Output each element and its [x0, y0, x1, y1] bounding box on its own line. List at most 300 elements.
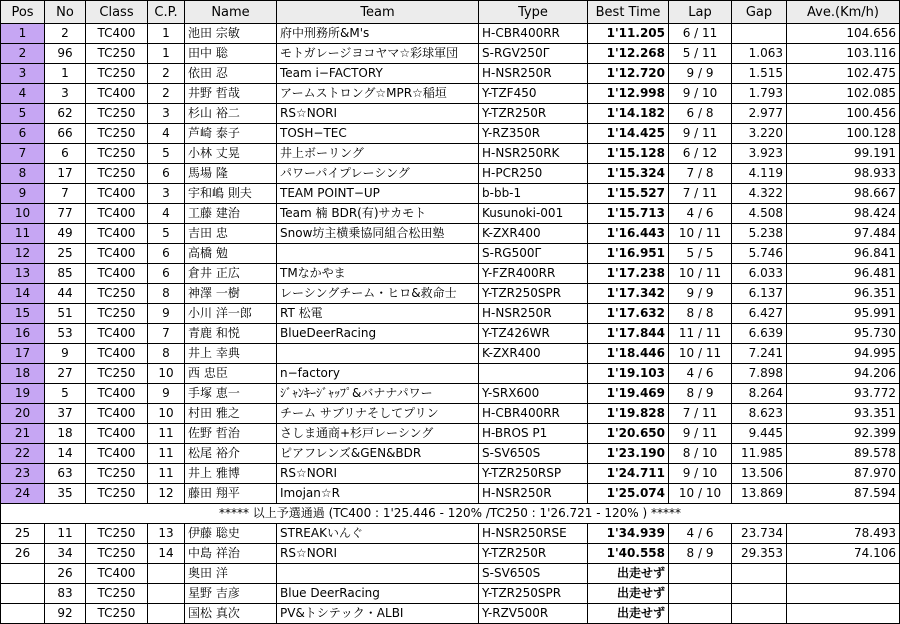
best-time-cell: 1'15.713 [588, 204, 669, 224]
type-cell: Y-TZR250SPR [479, 284, 588, 304]
type-cell: H-CBR400RR [479, 404, 588, 424]
table-row [1, 424, 900, 444]
table-row [1, 464, 900, 484]
cp-cell: 14 [148, 544, 185, 564]
header-team: Team [277, 1, 479, 24]
number-cell: 35 [45, 484, 86, 504]
team-cell: RT 松電 [277, 304, 479, 324]
ave-cell: 74.106 [787, 544, 900, 564]
table-row [1, 324, 900, 344]
team-cell: Blue DeerRacing [277, 584, 479, 604]
gap-cell [732, 564, 787, 584]
lap-cell: 10 / 11 [669, 344, 732, 364]
cp-cell: 10 [148, 404, 185, 424]
type-cell: H-CBR400RR [479, 24, 588, 44]
class-cell: TC400 [86, 324, 148, 344]
gap-cell: 7.898 [732, 364, 787, 384]
number-cell: 6 [45, 144, 86, 164]
number-cell: 26 [45, 564, 86, 584]
gap-cell: 23.734 [732, 524, 787, 544]
name-cell: 田中 聡 [185, 44, 277, 64]
best-time-cell: 1'15.527 [588, 184, 669, 204]
table-row [1, 284, 900, 304]
lap-cell [669, 584, 732, 604]
team-cell: さしま通商+杉戸レーシング [277, 424, 479, 444]
best-time-cell: 1'12.720 [588, 64, 669, 84]
number-cell: 44 [45, 284, 86, 304]
number-cell: 27 [45, 364, 86, 384]
cp-cell: 6 [148, 264, 185, 284]
cp-cell: 2 [148, 84, 185, 104]
best-time-cell: 1'17.844 [588, 324, 669, 344]
number-cell: 11 [45, 524, 86, 544]
gap-cell: 11.985 [732, 444, 787, 464]
type-cell: H-NSR250RSE [479, 524, 588, 544]
pos-cell: 14 [1, 284, 45, 304]
class-cell: TC250 [86, 524, 148, 544]
class-cell: TC250 [86, 364, 148, 384]
lap-cell: 8 / 8 [669, 304, 732, 324]
name-cell: 宇和嶋 則夫 [185, 184, 277, 204]
type-cell: Y-FZR400RR [479, 264, 588, 284]
lap-cell: 8 / 10 [669, 444, 732, 464]
gap-cell: 7.241 [732, 344, 787, 364]
best-time-cell: 1'18.446 [588, 344, 669, 364]
header-no: No [45, 1, 86, 24]
class-cell: TC400 [86, 444, 148, 464]
best-time-cell: 1'34.939 [588, 524, 669, 544]
best-time-cell: 1'19.469 [588, 384, 669, 404]
table-row [1, 544, 900, 564]
number-cell: 51 [45, 304, 86, 324]
gap-cell: 8.623 [732, 404, 787, 424]
header-ave: Ave.(Km/h) [787, 1, 900, 24]
number-cell: 66 [45, 124, 86, 144]
ave-cell: 98.424 [787, 204, 900, 224]
number-cell: 25 [45, 244, 86, 264]
class-cell: TC250 [86, 164, 148, 184]
name-cell: 西 忠臣 [185, 364, 277, 384]
header-class: Class [86, 1, 148, 24]
team-cell: BlueDeerRacing [277, 324, 479, 344]
class-cell: TC250 [86, 604, 148, 624]
cp-cell: 8 [148, 344, 185, 364]
name-cell: 高橋 勉 [185, 244, 277, 264]
type-cell: Y-TZ426WR [479, 324, 588, 344]
ave-cell: 98.933 [787, 164, 900, 184]
cp-cell: 11 [148, 424, 185, 444]
best-time-cell: 1'17.632 [588, 304, 669, 324]
team-cell: RS☆NORI [277, 464, 479, 484]
type-cell [479, 364, 588, 384]
number-cell: 77 [45, 204, 86, 224]
class-cell: TC400 [86, 344, 148, 364]
lap-cell: 7 / 11 [669, 404, 732, 424]
cp-cell: 3 [148, 184, 185, 204]
name-cell: 倉井 正広 [185, 264, 277, 284]
team-cell: TMなかやま [277, 264, 479, 284]
pos-cell: 6 [1, 124, 45, 144]
table-row [1, 224, 900, 244]
name-cell: 佐野 哲治 [185, 424, 277, 444]
pos-cell: 12 [1, 244, 45, 264]
team-cell [277, 564, 479, 584]
team-cell: Snow坊主横乗協同組合松田塾 [277, 224, 479, 244]
table-row [1, 264, 900, 284]
best-time-cell: 1'19.103 [588, 364, 669, 384]
team-cell: 府中刑務所&M's [277, 24, 479, 44]
name-cell: 井野 哲哉 [185, 84, 277, 104]
lap-cell: 11 / 11 [669, 324, 732, 344]
class-cell: TC250 [86, 104, 148, 124]
ave-cell: 93.772 [787, 384, 900, 404]
number-cell: 96 [45, 44, 86, 64]
ave-cell: 96.481 [787, 264, 900, 284]
name-cell: 杉山 裕二 [185, 104, 277, 124]
best-time-cell: 1'25.074 [588, 484, 669, 504]
team-cell: PV&トシテック・ALBI [277, 604, 479, 624]
gap-cell: 13.506 [732, 464, 787, 484]
table-row [1, 64, 900, 84]
class-cell: TC250 [86, 464, 148, 484]
pos-cell: 16 [1, 324, 45, 344]
type-cell: H-NSR250R [479, 64, 588, 84]
cp-cell [148, 584, 185, 604]
lap-cell: 7 / 8 [669, 164, 732, 184]
gap-cell: 13.869 [732, 484, 787, 504]
table-row [1, 364, 900, 384]
gap-cell: 6.137 [732, 284, 787, 304]
class-cell: TC400 [86, 244, 148, 264]
number-cell: 2 [45, 24, 86, 44]
cp-cell: 6 [148, 164, 185, 184]
class-cell: TC400 [86, 404, 148, 424]
name-cell: 池田 宗敏 [185, 24, 277, 44]
lap-cell: 9 / 10 [669, 84, 732, 104]
cp-cell: 4 [148, 124, 185, 144]
pos-cell: 25 [1, 524, 45, 544]
team-cell: ピアフレンズ&GEN&BDR [277, 444, 479, 464]
lap-cell: 10 / 10 [669, 484, 732, 504]
ave-cell: 102.085 [787, 84, 900, 104]
type-cell: S-RGV250Γ [479, 44, 588, 64]
name-cell: 馬場 隆 [185, 164, 277, 184]
name-cell: 手塚 恵一 [185, 384, 277, 404]
cp-cell: 1 [148, 24, 185, 44]
type-cell: K-ZXR400 [479, 344, 588, 364]
table-row [1, 164, 900, 184]
ave-cell [787, 584, 900, 604]
cp-cell: 7 [148, 324, 185, 344]
ave-cell: 78.493 [787, 524, 900, 544]
type-cell: S-SV650S [479, 444, 588, 464]
table-row [1, 384, 900, 404]
ave-cell: 87.970 [787, 464, 900, 484]
number-cell: 49 [45, 224, 86, 244]
cp-cell: 5 [148, 144, 185, 164]
best-time-cell: 1'15.128 [588, 144, 669, 164]
qualify-note-row [1, 504, 900, 524]
number-cell: 14 [45, 444, 86, 464]
gap-cell [732, 584, 787, 604]
team-cell: レーシングチーム・ヒロ&救命士 [277, 284, 479, 304]
team-cell: ｼﾞｬﾝｷｰｼﾞｬｯﾌﾟ&バナナパワー [277, 384, 479, 404]
pos-cell [1, 584, 45, 604]
team-cell [277, 244, 479, 264]
ave-cell: 93.351 [787, 404, 900, 424]
team-cell: Team 楠 BDR(有)サカモト [277, 204, 479, 224]
name-cell: 松尾 裕介 [185, 444, 277, 464]
ave-cell: 97.484 [787, 224, 900, 244]
type-cell: S-SV650S [479, 564, 588, 584]
gap-cell: 1.515 [732, 64, 787, 84]
gap-cell: 8.264 [732, 384, 787, 404]
ave-cell: 99.191 [787, 144, 900, 164]
cp-cell: 4 [148, 204, 185, 224]
class-cell: TC400 [86, 424, 148, 444]
name-cell: 小川 洋一郎 [185, 304, 277, 324]
best-time-cell: 出走せず [588, 604, 669, 624]
number-cell: 1 [45, 64, 86, 84]
pos-cell: 3 [1, 64, 45, 84]
lap-cell: 7 / 11 [669, 184, 732, 204]
cp-cell: 8 [148, 284, 185, 304]
type-cell: H-PCR250 [479, 164, 588, 184]
table-row [1, 244, 900, 264]
ave-cell: 104.656 [787, 24, 900, 44]
type-cell: Y-TZR250R [479, 544, 588, 564]
gap-cell: 9.445 [732, 424, 787, 444]
table-row [1, 144, 900, 164]
pos-cell: 11 [1, 224, 45, 244]
best-time-cell: 1'23.190 [588, 444, 669, 464]
cp-cell: 12 [148, 484, 185, 504]
type-cell: Y-TZR250SPR [479, 584, 588, 604]
number-cell: 63 [45, 464, 86, 484]
best-time-cell: 1'17.238 [588, 264, 669, 284]
name-cell: 奥田 洋 [185, 564, 277, 584]
name-cell: 神澤 一樹 [185, 284, 277, 304]
team-cell: Team i−FACTORY [277, 64, 479, 84]
best-time-cell: 1'20.650 [588, 424, 669, 444]
number-cell: 92 [45, 604, 86, 624]
type-cell: Y-SRX600 [479, 384, 588, 404]
type-cell: Y-TZR250R [479, 104, 588, 124]
class-cell: TC250 [86, 64, 148, 84]
header-row [1, 1, 900, 24]
header-lap: Lap [669, 1, 732, 24]
number-cell: 85 [45, 264, 86, 284]
name-cell: 小林 丈晃 [185, 144, 277, 164]
pos-cell: 10 [1, 204, 45, 224]
name-cell: 井上 雅博 [185, 464, 277, 484]
ave-cell: 103.116 [787, 44, 900, 64]
class-cell: TC400 [86, 24, 148, 44]
table-row [1, 304, 900, 324]
cp-cell: 11 [148, 444, 185, 464]
header-best-time: Best Time [588, 1, 669, 24]
gap-cell: 3.220 [732, 124, 787, 144]
class-cell: TC250 [86, 124, 148, 144]
best-time-cell: 出走せず [588, 564, 669, 584]
table-row [1, 524, 900, 544]
gap-cell: 5.746 [732, 244, 787, 264]
table-row [1, 444, 900, 464]
type-cell: Y-TZR250RSP [479, 464, 588, 484]
lap-cell: 10 / 11 [669, 224, 732, 244]
class-cell: TC400 [86, 84, 148, 104]
gap-cell: 6.427 [732, 304, 787, 324]
ave-cell: 87.594 [787, 484, 900, 504]
pos-cell: 24 [1, 484, 45, 504]
best-time-cell: 1'14.182 [588, 104, 669, 124]
number-cell: 37 [45, 404, 86, 424]
gap-cell: 6.033 [732, 264, 787, 284]
pos-cell: 22 [1, 444, 45, 464]
number-cell: 18 [45, 424, 86, 444]
name-cell: 藤田 翔平 [185, 484, 277, 504]
team-cell: パワーパイプレーシング [277, 164, 479, 184]
cp-cell: 6 [148, 244, 185, 264]
ave-cell: 96.841 [787, 244, 900, 264]
ave-cell: 95.991 [787, 304, 900, 324]
class-cell: TC400 [86, 204, 148, 224]
type-cell: S-RG500Γ [479, 244, 588, 264]
cp-cell: 5 [148, 224, 185, 244]
pos-cell: 4 [1, 84, 45, 104]
pos-cell: 18 [1, 364, 45, 384]
table-row [1, 84, 900, 104]
pos-cell: 1 [1, 24, 45, 44]
lap-cell: 8 / 9 [669, 544, 732, 564]
type-cell: H-BROS P1 [479, 424, 588, 444]
ave-cell: 102.475 [787, 64, 900, 84]
type-cell: H-NSR250RK [479, 144, 588, 164]
name-cell: 星野 吉彦 [185, 584, 277, 604]
name-cell: 依田 忍 [185, 64, 277, 84]
gap-cell: 4.322 [732, 184, 787, 204]
lap-cell: 10 / 11 [669, 264, 732, 284]
ave-cell: 94.206 [787, 364, 900, 384]
ave-cell: 98.667 [787, 184, 900, 204]
pos-cell: 20 [1, 404, 45, 424]
lap-cell: 6 / 11 [669, 24, 732, 44]
lap-cell [669, 564, 732, 584]
team-cell: アームストロング☆MPR☆稲垣 [277, 84, 479, 104]
name-cell: 芦崎 泰子 [185, 124, 277, 144]
team-cell: RS☆NORI [277, 544, 479, 564]
pos-cell: 2 [1, 44, 45, 64]
team-cell: チーム サブリナそしてプリン [277, 404, 479, 424]
cp-cell: 1 [148, 44, 185, 64]
best-time-cell: 1'17.342 [588, 284, 669, 304]
number-cell: 83 [45, 584, 86, 604]
team-cell: TEAM POINT−UP [277, 184, 479, 204]
gap-cell: 1.793 [732, 84, 787, 104]
table-row [1, 44, 900, 64]
table-row [1, 344, 900, 364]
table-row [1, 24, 900, 44]
lap-cell: 6 / 12 [669, 144, 732, 164]
best-time-cell: 1'14.425 [588, 124, 669, 144]
pos-cell: 17 [1, 344, 45, 364]
ave-cell: 94.995 [787, 344, 900, 364]
number-cell: 5 [45, 384, 86, 404]
gap-cell: 5.238 [732, 224, 787, 244]
class-cell: TC250 [86, 484, 148, 504]
best-time-cell: 1'12.268 [588, 44, 669, 64]
type-cell: H-NSR250R [479, 304, 588, 324]
best-time-cell: 1'40.558 [588, 544, 669, 564]
best-time-cell: 1'11.205 [588, 24, 669, 44]
lap-cell: 5 / 5 [669, 244, 732, 264]
ave-cell: 95.730 [787, 324, 900, 344]
best-time-cell: 1'19.828 [588, 404, 669, 424]
name-cell: 国松 真次 [185, 604, 277, 624]
table-row [1, 104, 900, 124]
class-cell: TC250 [86, 544, 148, 564]
class-cell: TC250 [86, 44, 148, 64]
type-cell: Y-RZV500R [479, 604, 588, 624]
header-cp: C.P. [148, 1, 185, 24]
lap-cell: 4 / 6 [669, 364, 732, 384]
class-cell: TC250 [86, 584, 148, 604]
number-cell: 34 [45, 544, 86, 564]
table-row [1, 204, 900, 224]
pos-cell: 5 [1, 104, 45, 124]
cp-cell [148, 564, 185, 584]
gap-cell: 29.353 [732, 544, 787, 564]
name-cell: 村田 雅之 [185, 404, 277, 424]
class-cell: TC250 [86, 304, 148, 324]
number-cell: 3 [45, 84, 86, 104]
class-cell: TC400 [86, 564, 148, 584]
qualify-note: ***** 以上予選通過 (TC400 : 1'25.446 - 120% /TC250 : 1'26.721 - 120% ) ***** [1, 504, 900, 524]
best-time-cell: 1'16.951 [588, 244, 669, 264]
team-cell [277, 344, 479, 364]
pos-cell [1, 564, 45, 584]
pos-cell: 23 [1, 464, 45, 484]
lap-cell: 9 / 11 [669, 124, 732, 144]
best-time-cell: 1'12.998 [588, 84, 669, 104]
team-cell: モトガレージヨコヤマ☆彩球軍団 [277, 44, 479, 64]
class-cell: TC400 [86, 184, 148, 204]
gap-cell: 2.977 [732, 104, 787, 124]
number-cell: 9 [45, 344, 86, 364]
pos-cell: 15 [1, 304, 45, 324]
class-cell: TC400 [86, 384, 148, 404]
name-cell: 井上 幸典 [185, 344, 277, 364]
class-cell: TC250 [86, 284, 148, 304]
cp-cell: 9 [148, 384, 185, 404]
type-cell: Kusunoki-001 [479, 204, 588, 224]
type-cell: Y-RZ350R [479, 124, 588, 144]
ave-cell: 100.456 [787, 104, 900, 124]
gap-cell [732, 24, 787, 44]
name-cell: 伊藤 聡史 [185, 524, 277, 544]
best-time-cell: 1'16.443 [588, 224, 669, 244]
type-cell: b-bb-1 [479, 184, 588, 204]
pos-cell: 7 [1, 144, 45, 164]
lap-cell: 6 / 8 [669, 104, 732, 124]
table-row [1, 564, 900, 584]
gap-cell: 4.508 [732, 204, 787, 224]
table-row [1, 404, 900, 424]
cp-cell: 2 [148, 64, 185, 84]
cp-cell: 3 [148, 104, 185, 124]
table-row [1, 124, 900, 144]
team-cell: n−factory [277, 364, 479, 384]
